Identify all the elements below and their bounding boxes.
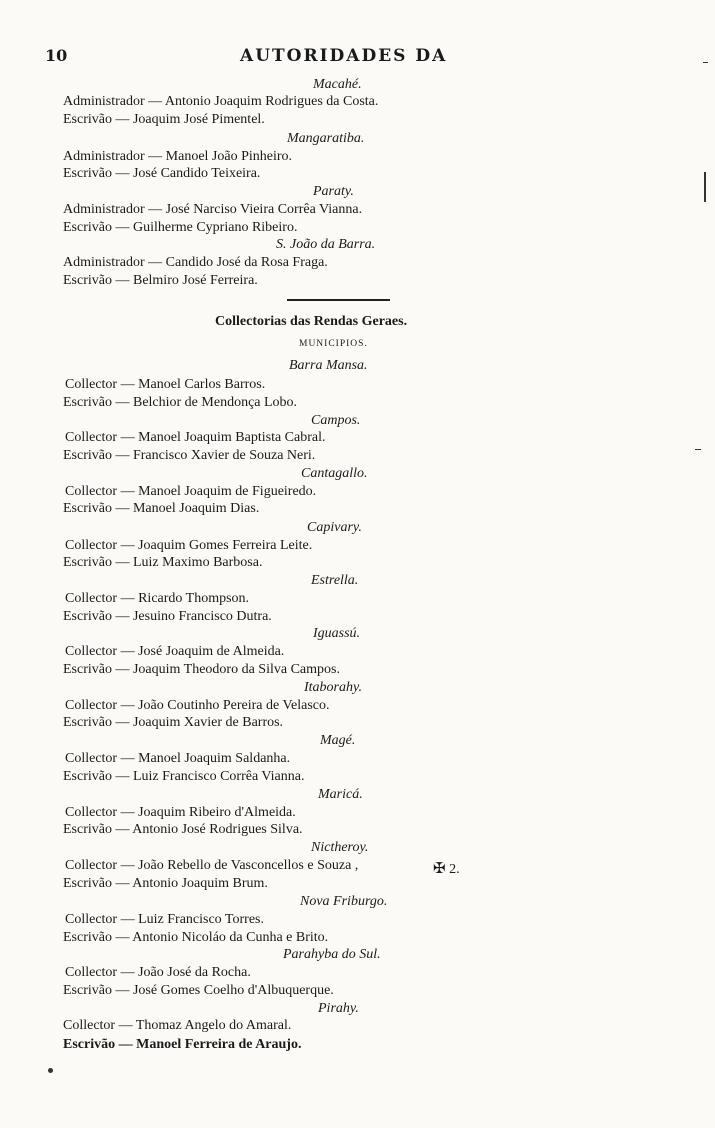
entry-line: Collector — Manoel Joaquim Baptista Cabral.	[65, 430, 326, 445]
place-heading: Parahyba do Sul.	[283, 947, 381, 962]
order-cross-icon: ✠	[433, 861, 446, 877]
place-heading: Barra Mansa.	[289, 358, 368, 373]
entry-line: Escrivão — Francisco Xavier de Souza Neri.	[63, 448, 316, 463]
entry-line: Escrivão — Antonio Nicoláo da Cunha e Brito.	[63, 930, 329, 945]
entry-line: Escrivão — Luiz Francisco Corrêa Vianna.	[63, 769, 305, 784]
place-heading: Macahé.	[313, 77, 362, 92]
section-title: Collectorias das Rendas Geraes.	[215, 314, 408, 329]
place-heading: Capivary.	[307, 520, 362, 535]
entry-line: Escrivão — Joaquim Xavier de Barros.	[63, 715, 284, 730]
page-number: 10	[45, 46, 68, 65]
entry-line: Collector — Ricardo Thompson.	[65, 591, 250, 606]
entry-line: Collector — Manoel Carlos Barros.	[65, 377, 266, 392]
scan-mark	[695, 449, 701, 450]
place-heading: Campos.	[311, 413, 361, 428]
place-heading: Mangaratiba.	[287, 131, 365, 146]
entry-line: Administrador — Antonio Joaquim Rodrigues da Costa.	[63, 94, 379, 109]
entry-line: Escrivão — Belchior de Mendonça Lobo.	[63, 395, 298, 410]
entry-line: Administrador — José Narciso Vieira Corrêa Vianna.	[63, 202, 363, 217]
entry-line: Collector — José Joaquim de Almeida.	[65, 644, 285, 659]
entry-line: Escrivão — José Candido Teixeira.	[63, 166, 261, 181]
entry-line: Escrivão — Luiz Maximo Barbosa.	[63, 555, 263, 570]
place-heading: Estrella.	[311, 573, 359, 588]
entry-line: Collector — Luiz Francisco Torres.	[65, 912, 264, 927]
entry-line: Collector — João Coutinho Pereira de Velasco.	[65, 698, 330, 713]
entry-line: Administrador — Candido José da Rosa Fraga.	[63, 255, 328, 270]
scan-mark	[703, 62, 708, 63]
decoration-note	[433, 859, 460, 878]
place-heading: Magé.	[320, 733, 356, 748]
scan-mark	[704, 172, 706, 202]
entry-line: Collector — Joaquim Gomes Ferreira Leite.	[65, 538, 313, 553]
place-heading: S. João da Barra.	[276, 237, 376, 252]
section-subtitle: MUNICIPIOS.	[299, 339, 368, 349]
entry-line: Escrivão — Belmiro José Ferreira.	[63, 273, 258, 288]
entry-line: Escrivão — Joaquim José Pimentel.	[63, 112, 265, 127]
scan-mark	[48, 1068, 53, 1073]
decoration-count: 2.	[449, 862, 460, 877]
place-heading: Maricá.	[318, 787, 363, 802]
entry-line: Collector — João José da Rocha.	[65, 965, 251, 980]
entry-line: Escrivão — Antonio Joaquim Brum.	[63, 876, 268, 891]
place-heading: Paraty.	[313, 184, 354, 199]
entry-line: Administrador — Manoel João Pinheiro.	[63, 149, 293, 164]
entry-line: Collector — Manoel Joaquim de Figueiredo.	[65, 484, 317, 499]
entry-line: Escrivão — Manoel Joaquim Dias.	[63, 501, 260, 516]
place-heading: Nictheroy.	[311, 840, 369, 855]
entry-line: Collector — João Rebello de Vasconcellos e Souza ,	[65, 858, 359, 873]
entry-line: Escrivão — Jesuino Francisco Dutra.	[63, 609, 272, 624]
section-divider	[287, 299, 390, 301]
entry-line: Escrivão — Joaquim Theodoro da Silva Campos.	[63, 662, 340, 677]
place-heading: Cantagallo.	[301, 466, 368, 481]
place-heading: Pirahy.	[318, 1001, 359, 1016]
entry-line: Collector — Joaquim Ribeiro d'Almeida.	[65, 805, 296, 820]
entry-line: Collector — Thomaz Angelo do Amaral.	[63, 1018, 292, 1033]
running-title: AUTORIDADES DA	[240, 46, 448, 66]
place-heading: Itaborahy.	[304, 680, 362, 695]
entry-line: Escrivão — Guilherme Cypriano Ribeiro.	[63, 220, 298, 235]
entry-line: Escrivão — Antonio José Rodrigues Silva.	[63, 822, 303, 837]
entry-line: Escrivão — Manoel Ferreira de Araujo.	[63, 1037, 302, 1052]
place-heading: Nova Friburgo.	[300, 894, 388, 909]
entry-line: Collector — Manoel Joaquim Saldanha.	[65, 751, 291, 766]
entry-line: Escrivão — José Gomes Coelho d'Albuquerque.	[63, 983, 334, 998]
page-header	[0, 46, 715, 68]
place-heading: Iguassú.	[313, 626, 361, 641]
